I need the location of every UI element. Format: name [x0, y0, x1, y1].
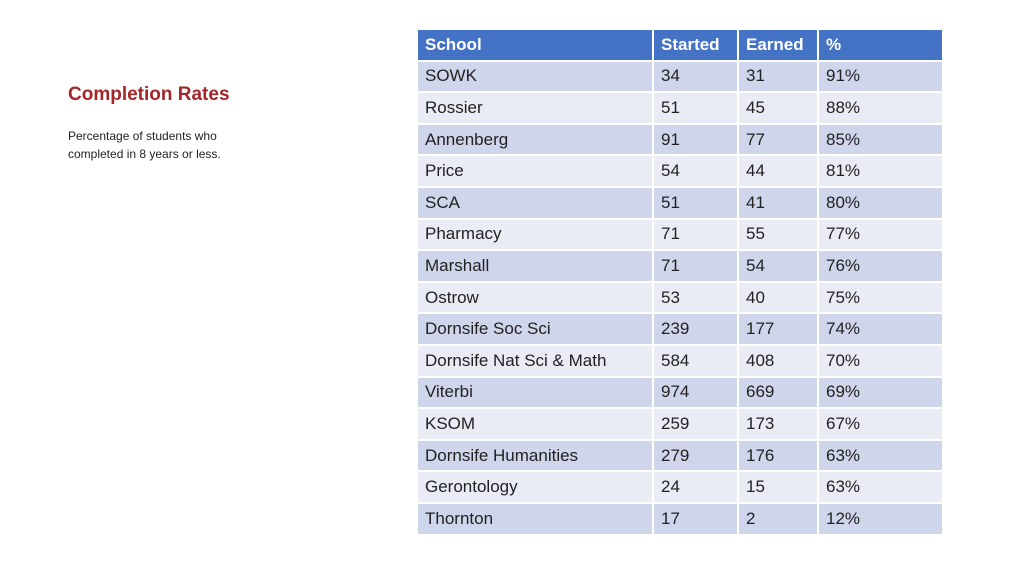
- cell-percent: 69%: [818, 377, 943, 409]
- cell-earned: 77: [738, 124, 818, 156]
- cell-percent: 75%: [818, 282, 943, 314]
- table-row: [417, 377, 943, 409]
- table-row: [417, 282, 943, 314]
- cell-earned: 408: [738, 345, 818, 377]
- page-title: Completion Rates: [68, 84, 230, 105]
- cell-earned: 44: [738, 155, 818, 187]
- cell-started: 91: [653, 124, 738, 156]
- header-started: Started: [653, 29, 738, 61]
- page-subtitle: Percentage of students who completed in 8 years or less.: [68, 129, 221, 161]
- cell-percent: 76%: [818, 250, 943, 282]
- cell-earned: 45: [738, 92, 818, 124]
- table-body: [417, 61, 943, 535]
- cell-started: 239: [653, 313, 738, 345]
- cell-percent: 63%: [818, 471, 943, 503]
- cell-percent: 91%: [818, 61, 943, 93]
- cell-school: SCA: [417, 187, 653, 219]
- cell-school: Pharmacy: [417, 219, 653, 251]
- cell-school: Dornsife Nat Sci & Math: [417, 345, 653, 377]
- table-row: [417, 345, 943, 377]
- cell-school: KSOM: [417, 408, 653, 440]
- cell-started: 34: [653, 61, 738, 93]
- cell-percent: 77%: [818, 219, 943, 251]
- cell-started: 259: [653, 408, 738, 440]
- cell-school: SOWK: [417, 61, 653, 93]
- cell-percent: 63%: [818, 440, 943, 472]
- cell-earned: 2: [738, 503, 818, 535]
- table-row: [417, 250, 943, 282]
- cell-percent: 81%: [818, 155, 943, 187]
- cell-started: 17: [653, 503, 738, 535]
- cell-school: Dornsife Soc Sci: [417, 313, 653, 345]
- header-earned: Earned: [738, 29, 818, 61]
- table-row: [417, 155, 943, 187]
- cell-percent: 67%: [818, 408, 943, 440]
- cell-school: Thornton: [417, 503, 653, 535]
- cell-earned: 173: [738, 408, 818, 440]
- cell-earned: 15: [738, 471, 818, 503]
- cell-earned: 54: [738, 250, 818, 282]
- cell-school: Viterbi: [417, 377, 653, 409]
- cell-percent: 12%: [818, 503, 943, 535]
- cell-school: Marshall: [417, 250, 653, 282]
- cell-started: 71: [653, 219, 738, 251]
- cell-started: 584: [653, 345, 738, 377]
- table-row: [417, 408, 943, 440]
- cell-earned: 177: [738, 313, 818, 345]
- cell-started: 71: [653, 250, 738, 282]
- cell-school: Annenberg: [417, 124, 653, 156]
- completion-rates-table: [416, 28, 944, 536]
- cell-started: 51: [653, 92, 738, 124]
- cell-school: Rossier: [417, 92, 653, 124]
- cell-earned: 55: [738, 219, 818, 251]
- cell-percent: 80%: [818, 187, 943, 219]
- table-row: [417, 471, 943, 503]
- cell-started: 54: [653, 155, 738, 187]
- table-row: [417, 92, 943, 124]
- cell-percent: 85%: [818, 124, 943, 156]
- cell-school: Price: [417, 155, 653, 187]
- cell-earned: 40: [738, 282, 818, 314]
- cell-school: Gerontology: [417, 471, 653, 503]
- cell-school: Ostrow: [417, 282, 653, 314]
- cell-started: 51: [653, 187, 738, 219]
- cell-started: 24: [653, 471, 738, 503]
- table-row: [417, 313, 943, 345]
- table-header-row: [417, 29, 943, 61]
- cell-percent: 88%: [818, 92, 943, 124]
- cell-earned: 669: [738, 377, 818, 409]
- table-row: [417, 187, 943, 219]
- cell-school: Dornsife Humanities: [417, 440, 653, 472]
- table-row: [417, 503, 943, 535]
- table-row: [417, 219, 943, 251]
- cell-earned: 176: [738, 440, 818, 472]
- table-row: [417, 61, 943, 93]
- cell-percent: 70%: [818, 345, 943, 377]
- cell-earned: 31: [738, 61, 818, 93]
- cell-earned: 41: [738, 187, 818, 219]
- header-percent: %: [818, 29, 943, 61]
- cell-percent: 74%: [818, 313, 943, 345]
- header-school: School: [417, 29, 653, 61]
- cell-started: 53: [653, 282, 738, 314]
- table-row: [417, 440, 943, 472]
- table-row: [417, 124, 943, 156]
- cell-started: 974: [653, 377, 738, 409]
- cell-started: 279: [653, 440, 738, 472]
